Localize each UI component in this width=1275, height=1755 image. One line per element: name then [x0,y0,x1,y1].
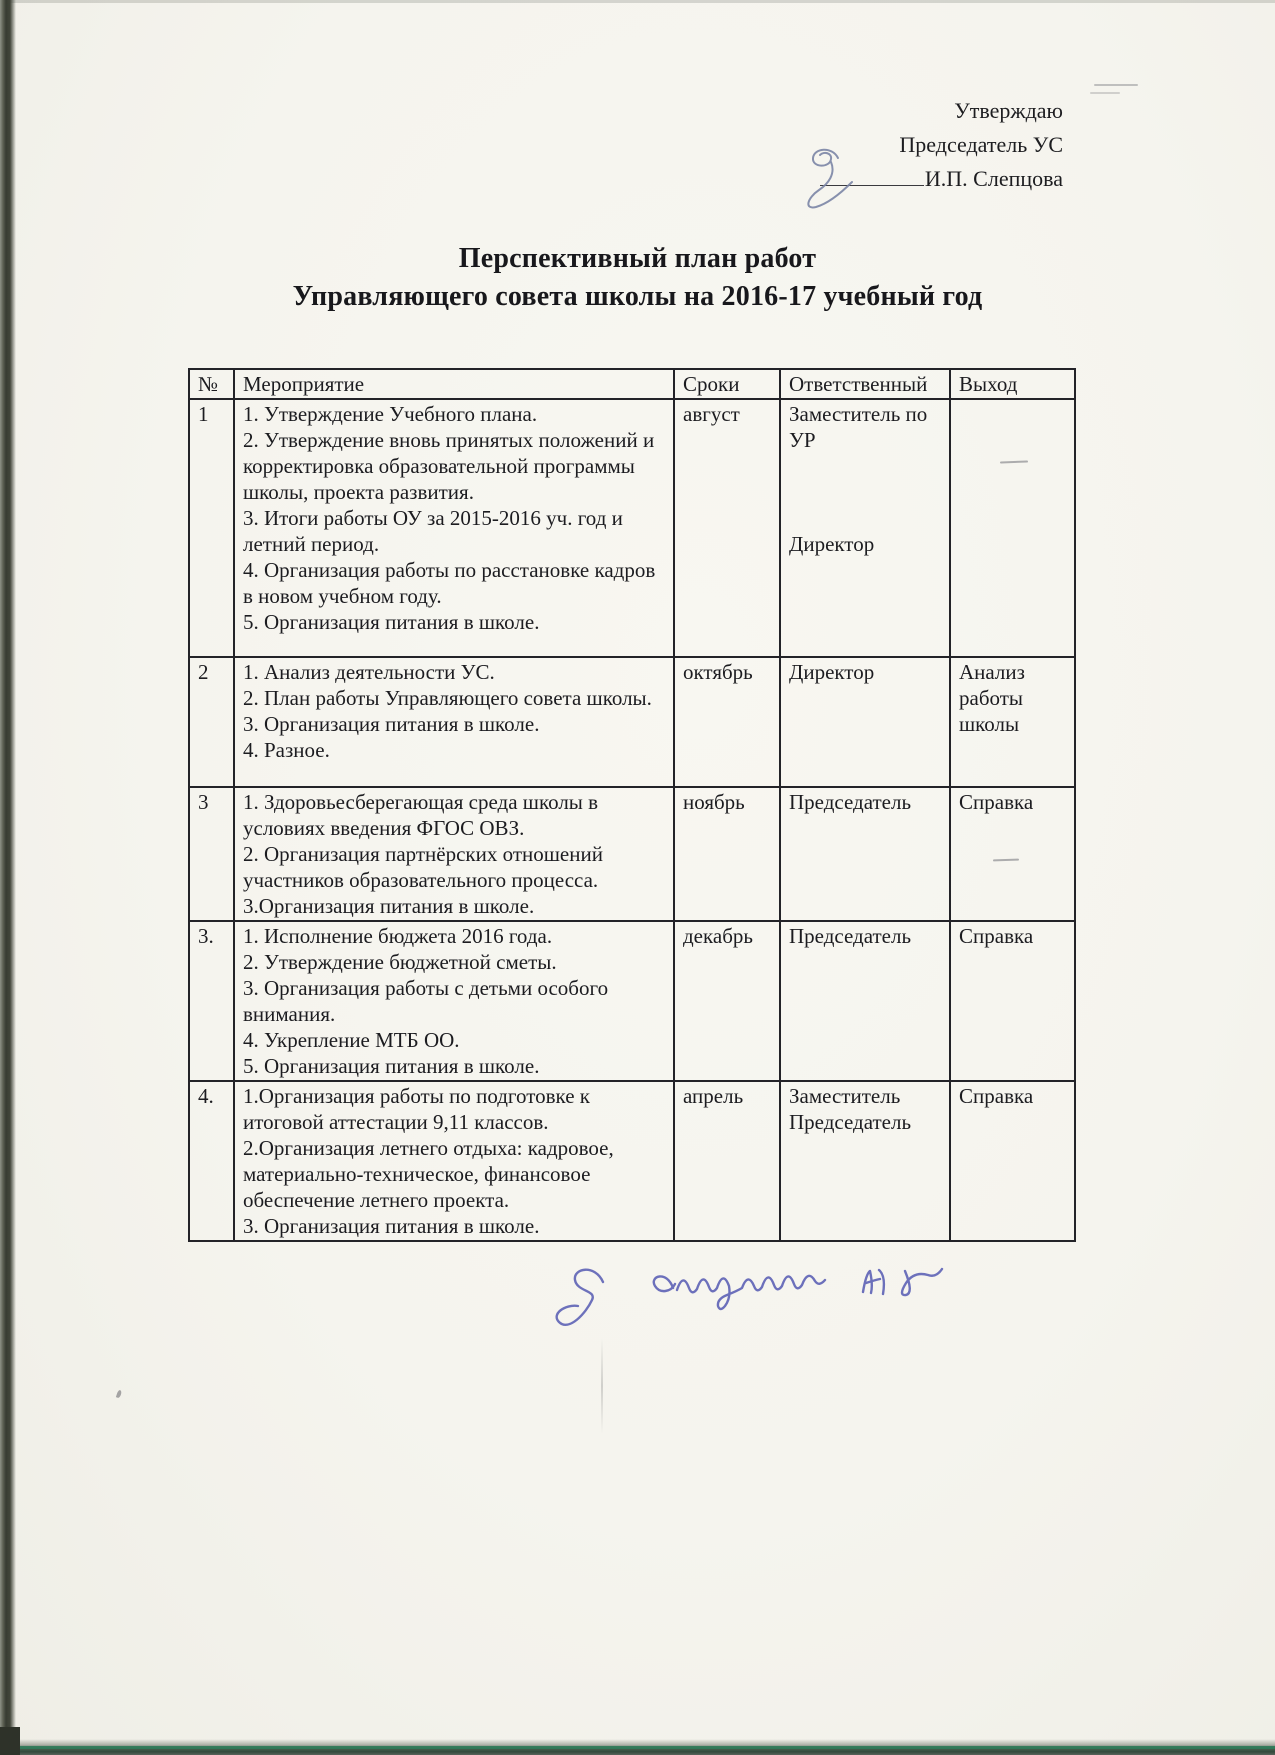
paper-crease [601,1338,603,1434]
activities-cell [234,1081,674,1241]
responsible-line: Директор [789,532,875,556]
approval-line-1: Утверждаю [954,98,1063,123]
activity-item: 2. Утверждение бюджетной сметы. [243,950,557,974]
row-number-cell: 4. [189,1081,234,1241]
column-header: № [189,369,234,399]
responsible-line: Председатель [789,1110,912,1134]
approver-name: И.П. Слепцова [924,166,1063,191]
term-cell: ноябрь [674,787,780,921]
scan-corner-bottom-left [0,1727,20,1755]
responsible-line: Директор [789,660,875,684]
row-number-cell: 2 [189,657,234,787]
output-cell [950,399,1075,657]
ink-speck-mark [116,1390,122,1399]
responsible-line: Председатель [789,924,912,948]
title-line-1: Перспективный план работ [458,243,817,274]
title-line-2: Управляющего совета школы на 2016-17 учебный год [292,281,983,312]
responsible-cell [780,787,950,921]
scan-edge-left [0,0,16,1755]
responsible-line [789,505,941,531]
output-cell: Справка [950,787,1075,921]
activity-item: 3.Организация питания в школе. [243,894,535,918]
table-header-row [189,369,1075,399]
plan-table [188,368,1076,1242]
activity-item: 1.Организация работы по подготовке к итоговой аттестации 9,11 классов. [243,1084,590,1134]
activity-item: 4. Разное. [243,738,330,762]
handwritten-signature-bottom-icon [545,1258,985,1348]
table-body [189,399,1075,1241]
activities-cell [234,657,674,787]
output-cell: Справка [950,921,1075,1081]
responsible-line: Заместитель по УР [789,402,928,452]
responsible-cell [780,1081,950,1241]
term-cell: апрель [674,1081,780,1241]
output-cell: Анализ работы школы [950,657,1075,787]
column-header: Сроки [674,369,780,399]
responsible-line: Заместитель [789,1084,901,1108]
activity-item: 1. Анализ деятельности УС. [243,660,495,684]
column-header: Ответственный [780,369,950,399]
table-row [189,657,1075,787]
responsible-cell [780,657,950,787]
activity-item: 3. Организация питания в школе. [243,1214,540,1238]
activity-item: 2. Утверждение вновь принятых положений и корректировка образовательной программы школы, проекта развития. [243,428,655,504]
activity-item: 5. Организация питания в школе. [243,610,540,634]
responsible-line: Председатель [789,790,912,814]
activity-item: 2. Организация партнёрских отношений участников образовательного процесса. [243,842,603,892]
activity-item: 4. Укрепление МТБ ОО. [243,1028,460,1052]
activity-item: 3. Итоги работы ОУ за 2015-2016 уч. год и летний период. [243,506,623,556]
document-title [0,240,1275,316]
activities-cell [234,399,674,657]
scan-green-line [14,1746,1275,1749]
table-row [189,787,1075,921]
activity-item: 2. План работы Управляющего совета школы. [243,686,652,710]
row-number-cell: 1 [189,399,234,657]
activities-cell [234,921,674,1081]
responsible-line [789,453,941,479]
responsible-line [789,479,941,505]
activity-item: 4. Организация работы по расстановке кадров в новом учебном году. [243,558,656,608]
table-row [189,1081,1075,1241]
term-cell: октябрь [674,657,780,787]
responsible-cell [780,399,950,657]
handwritten-signature-top-icon [792,140,902,212]
responsible-cell [780,921,950,1081]
faint-dash-mark [1094,84,1138,86]
activity-item: 5. Организация питания в школе. [243,1054,540,1078]
column-header: Мероприятие [234,369,674,399]
activity-item: 3. Организация питания в школе. [243,712,540,736]
faint-dash-mark [1090,92,1120,94]
table-row [189,921,1075,1081]
row-number-cell: 3 [189,787,234,921]
term-cell: август [674,399,780,657]
activity-item: 1. Здоровьесберегающая среда школы в условиях введения ФГОС ОВЗ. [243,790,599,840]
table-row [189,399,1075,657]
row-number-cell: 3. [189,921,234,1081]
output-cell: Справка [950,1081,1075,1241]
activity-item: 2.Организация летнего отдыха: кадровое, материально-техническое, финансовое обеспечение летнего проекта. [243,1136,614,1212]
activity-item: 1. Исполнение бюджета 2016 года. [243,924,553,948]
scan-edge-top [0,0,1275,3]
approval-line-2: Председатель УС [899,132,1063,157]
activities-cell [234,787,674,921]
column-header: Выход [950,369,1075,399]
activity-item: 1. Утверждение Учебного плана. [243,402,538,426]
activity-item: 3. Организация работы с детьми особого внимания. [243,976,609,1026]
term-cell: декабрь [674,921,780,1081]
